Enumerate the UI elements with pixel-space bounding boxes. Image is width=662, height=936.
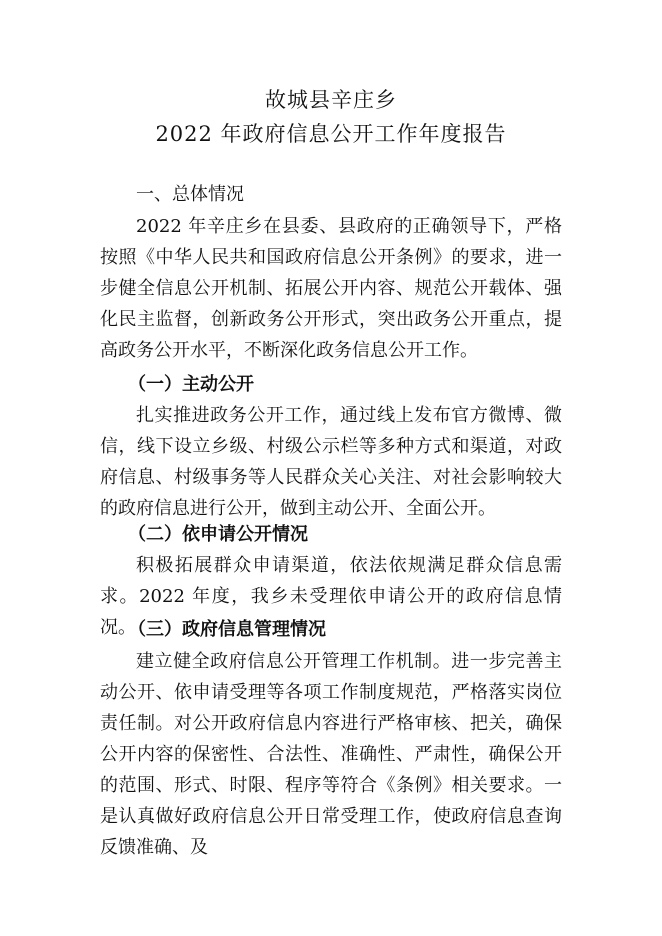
subsection-heading-on-request: （二）依申请公开情况 [128,524,308,545]
subsection-heading-management: （三）政府信息管理情况 [128,619,326,640]
subsection-heading-proactive: （一）主动公开 [128,374,254,395]
document-title-line2: 2022 年政府信息公开工作年度报告 [155,122,507,146]
document-title-line1: 故城县辛庄乡 [265,88,397,112]
section-overall-paragraph: 2022 年辛庄乡在县委、县政府的正确领导下，严格按照《中华人民共和国政府信息公开条例》的要求，进一步健全信息公开机制、拓展公开内容、规范公开载体、强化民主监督，创新政务公开形式，突出政务公开重点，提高政务公开水平，不断深化政务信息公开工作。 [100,216,562,361]
subsection-management-paragraph: 建立健全政府信息公开管理工作机制。进一步完善主动公开、依申请受理等各项工作制度规范，严格落实岗位责任制。对公开政府信息内容进行严格审核、把关，确保公开内容的保密性、合法性、准确性、严肃性，确保公开的范围、形式、时限、程序等符合《条例》相关要求。一是认真做好政府信息公开日常受理工作，使政府信息查询反馈准确、及 [100,651,562,858]
subsection-proactive-paragraph: 扎实推进政务公开工作，通过线上发布官方微博、微信，线下设立乡级、村级公示栏等多种方式和渠道，对政府信息、村级事务等人民群众关心关注、对社会影响较大的政府信息进行公开，做到主动公开、全面公开。 [100,405,562,519]
section-heading-overall: 一、总体情况 [136,184,244,205]
subsection-on-request-paragraph: 积极拓展群众申请渠道，依法依规满足群众信息需求。2022 年度，我乡未受理依申请公开的政府信息情况。 [100,555,562,638]
